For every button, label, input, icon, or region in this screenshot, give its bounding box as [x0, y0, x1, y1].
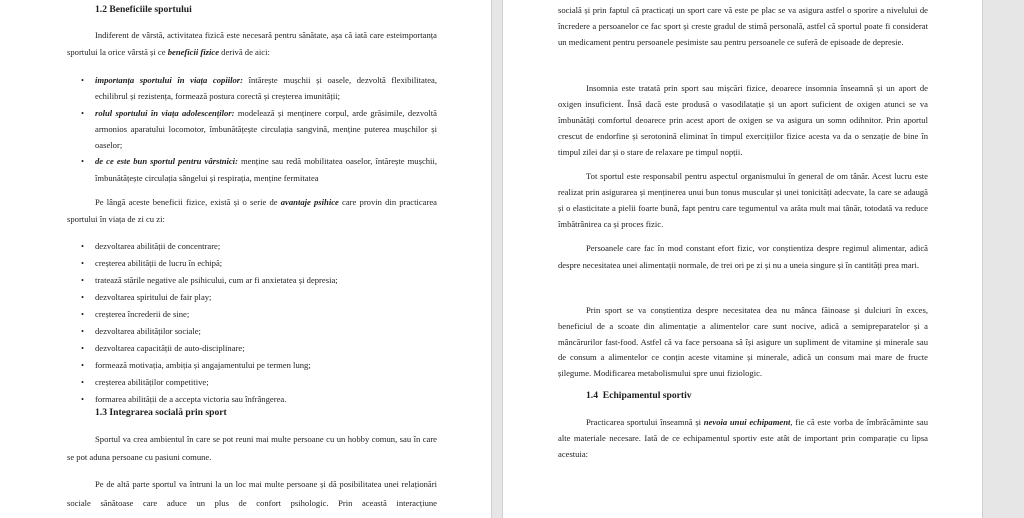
emphasis-text: beneficii fizice [167, 47, 220, 57]
item-text: tratează stările negative ale psihicului, cum ar fi anxietatea și depresia; [95, 275, 338, 285]
item-text: formează motivația, ambiția și angajamentului pe termen lung; [95, 360, 311, 370]
list-item [67, 105, 437, 154]
document-page-right[interactable] [502, 0, 983, 518]
list-item [67, 72, 437, 105]
bullet-icon: • [81, 343, 85, 353]
bullet-icon: • [81, 360, 85, 370]
emphasis-text: avantaje psihice [280, 197, 339, 207]
item-text: creșterea încrederii de sine; [95, 309, 190, 319]
paragraph-ambient: Sportul va crea ambientul în care se pot reuni mai multe persoane cu un hobby comun, sau în care se pot aduna persoane cu pasiuni comune. [67, 434, 437, 462]
item-text: dezvoltarea spiritului de fair play; [95, 292, 212, 302]
psychic-advantages-list [67, 238, 437, 408]
item-text: modelează și menținere corpul, arde grăsimile, dezvoltă armonios aparatului locomotor, îmbunătățește circulația sangvină, menține puterea mușchilor și oaselor; [95, 107, 438, 151]
paragraph-continuation: socială și prin faptul că practicați un sport care vă este pe plac se va asigura astfel o sporire a nivelului de încredere a persoanelor ce fac sport și creste gradul de stimă personală, astfel că sportul poate fi considerat un medicament pentru persoanele pesimiste sau pentru persoanele ce suferă de episoade de depresie. [558, 5, 928, 47]
item-text: formarea abilității de a accepta victoria sau înfrângerea. [95, 394, 287, 404]
item-text: dezvoltarea abilității de concentrare; [95, 241, 221, 251]
heading-integrarea-sociala: 1.3 Integrarea socială prin sport [95, 407, 227, 418]
list-item [67, 340, 437, 357]
list-item [67, 357, 437, 374]
bullet-icon: • [81, 258, 85, 268]
paragraph-young-look: Tot sportul este responsabil pentru aspectul organismului în general de om tânăr. Acest lucru este realizat prin asigurarea și menținerea unui bun tonus muscular și unei tonicități adecvate, la care se adaugă și o elasticitate a pielii foarte bună, fapt pentru care tegumentul va arăta mult mai tânăr, totodată va reduce îmbătrânirea ca și proces fizic. [558, 171, 928, 229]
paragraph-physical-benefits [67, 27, 437, 61]
item-text: întărește mușchii și oasele, dezvoltă flexibilitatea, echilibrul și rezistența, formează postura corectă și creșterea imunității; [95, 75, 438, 102]
paragraph-social-relations: Pe de altă parte sportul va întruni la un loc mai multe persoane și dă posibilitatea unei relaționări sociale sănătoase care aduce un plus de confort psihologic. Prin această interacțiune [67, 479, 437, 508]
paragraph-insomnia: Insomnia este tratată prin sport sau mișcări fizice, deoarece insomnia înseamnă și un aport de oxigen insuficient. Însă dacă este produsă o vasodilatație și un aport suficient de oxigen atunci se va îmbunătăți comfortul deoarece prin acest aport de oxigen se va asigura un somn odihnitor. Prin aportul crescut de endorfine și serotonină eliminat în timpul exercițiilor fizice acesta va da o senzație de bine în timpul zilei dar și o stare de relaxare pe timpul nopții. [558, 83, 928, 157]
paragraph-psychic-advantages [67, 194, 437, 228]
item-text: creșterea abilității de lucru în echipă; [95, 258, 223, 268]
bullet-icon: • [81, 394, 85, 404]
document-page-left[interactable] [0, 0, 492, 518]
item-label: de ce este bun sportul pentru vârstnici: [95, 156, 238, 167]
paragraph-equipment [558, 414, 928, 462]
bullet-icon: • [81, 241, 85, 251]
emphasis-text: nevoia unui echipament [703, 417, 791, 427]
list-item [67, 238, 437, 255]
bullet-icon: • [81, 326, 85, 336]
item-label: rolul sportului în viața adolescenților: [95, 107, 235, 118]
bullet-icon: • [81, 292, 85, 302]
list-item [67, 374, 437, 391]
text-run: Indiferent de vârstă, activitatea fizică este necesară pentru sănătate, așa că iată care esteimportanța sportului la orice vârstă și ce [67, 30, 437, 57]
list-item [67, 255, 437, 272]
list-item [67, 323, 437, 340]
item-label: importanța sportului în viața copiilor: [95, 75, 244, 85]
paragraph-diet: Persoanele care fac în mod constant efort fizic, vor conștientiza despre regimul alimentar, adică despre necesitatea unei alimentații normale, de trei ori pe zi și nu a uneia singure și în cantități prea mari. [558, 243, 928, 270]
bullet-icon: • [81, 107, 85, 118]
text-run: derivă de aici: [219, 47, 270, 57]
text-run: , fie că este vorba de îmbrăcăminte sau alte materiale necesare. Iată de ce echipamentul sportiv este atât de important prin comparație cu lipsa acestuia: [558, 417, 928, 459]
bullet-icon: • [81, 156, 85, 167]
benefits-list [67, 72, 437, 186]
item-text: dezvoltarea capacității de auto-disciplinare; [95, 343, 245, 353]
list-item [67, 289, 437, 306]
list-item [67, 306, 437, 323]
text-run: care provin din practicarea sportului în viața de zi cu zi: [67, 197, 437, 224]
paragraph-nutrition: Prin sport se va conștientiza despre necesitatea dea nu mânca făinoase și dulciuri în exces, beneficiul de a scoate din alimentație a alimentelor care sunt nocive, adică a semipreparatelor și a mâncărurilor fast-food. Astfel că va face persoana să își asigure un supliment de vitamine și minerale sau de consum a alimentelor ce conțin aceste vitamine și minerale, adică un consum mai mare de fructe șilegume. Modificarea metabolismului spre unui fiziologic. [558, 305, 928, 379]
heading-beneficiile-sportului: 1.2 Beneficiile sportului [95, 4, 192, 15]
item-text: creșterea abilităților competitive; [95, 377, 209, 387]
item-text: menține sau redă mobilitatea oaselor, întărește mușchii, îmbunătățește circulația sângelui și respirația, menține fermitatea [95, 156, 437, 183]
heading-echipamentul-sportiv: 1.4 Echipamentul sportiv [586, 390, 692, 401]
text-run: Practicarea sportului înseamnă și [586, 417, 704, 427]
bullet-icon: • [81, 75, 85, 85]
item-text: dezvoltarea abilităților sociale; [95, 326, 201, 336]
bullet-icon: • [81, 377, 85, 387]
bullet-icon: • [81, 309, 85, 319]
list-item [67, 153, 437, 186]
text-run: Pe lângă aceste beneficii fizice, există și o serie de [95, 197, 281, 207]
bullet-icon: • [81, 275, 85, 285]
list-item [67, 272, 437, 289]
